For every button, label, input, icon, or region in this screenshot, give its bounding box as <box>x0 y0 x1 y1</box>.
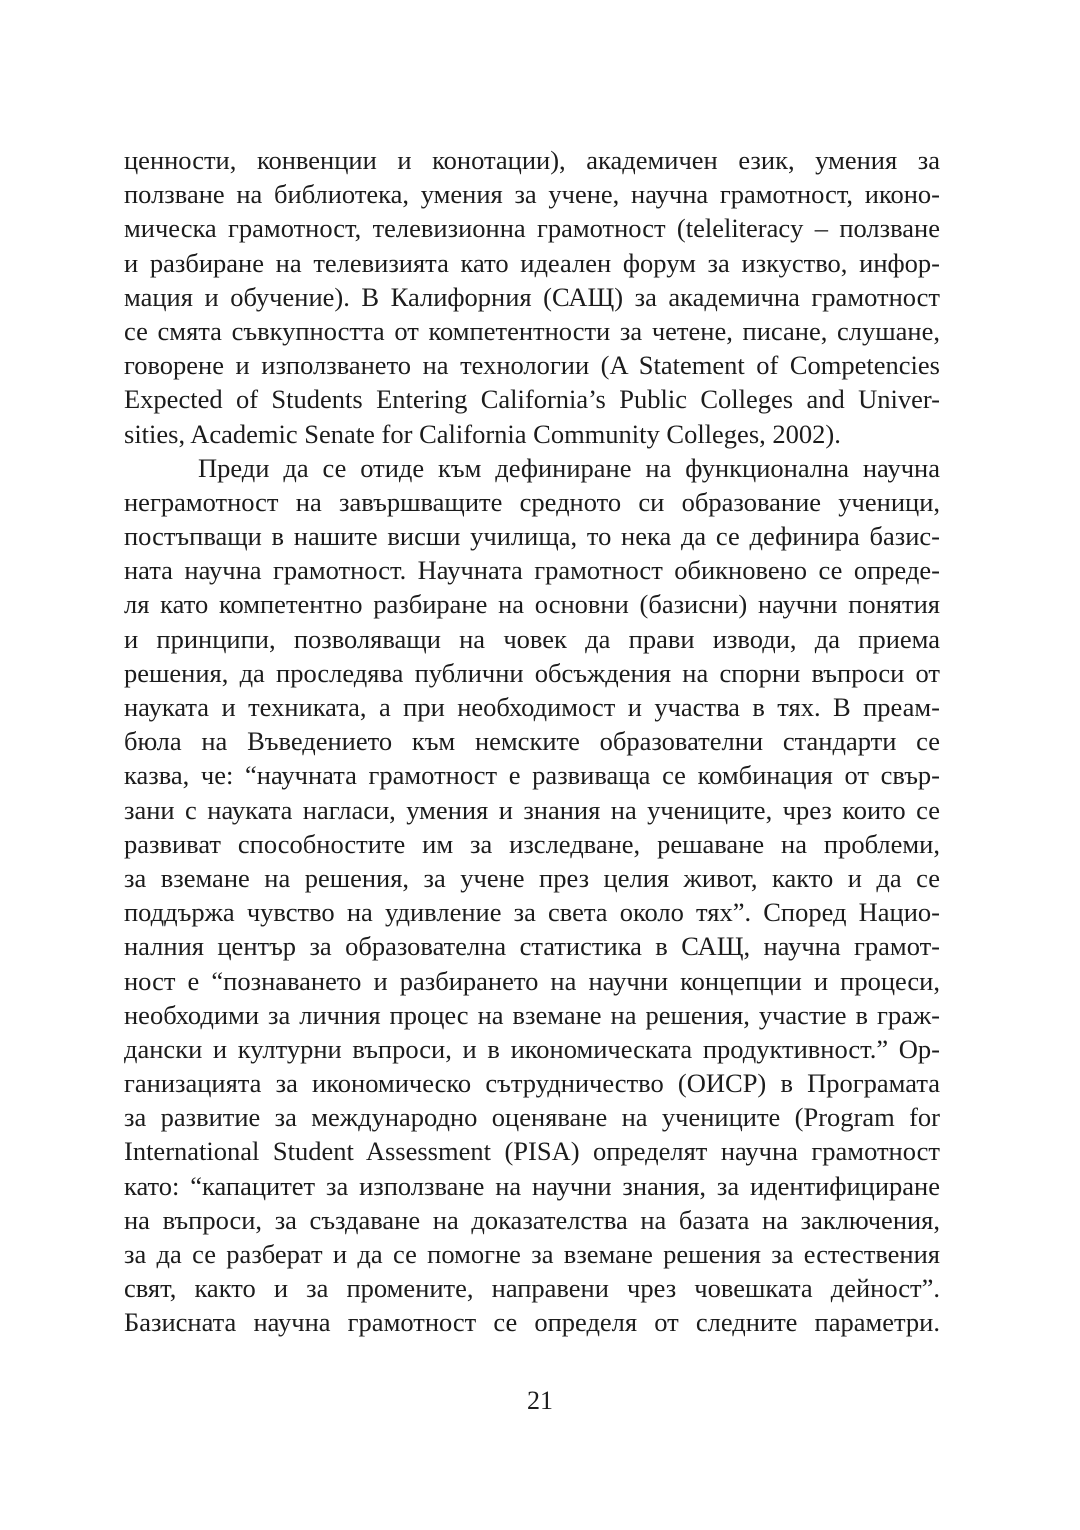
text-line: Expected of Students Entering California’s Public Colleges and Univer- <box>124 384 940 415</box>
text-line: дански и културни въпроси, и в икономическата продуктивност.” Ор- <box>124 1033 940 1064</box>
text-line: ля като компетентно разбиране на основни (базисни) научни понятия <box>124 589 940 620</box>
text-line: ценности, конвенции и конотации), академичен език, умения за <box>124 145 940 175</box>
text-line: бюла на Въведението към немските образователни стандарти се <box>124 726 940 757</box>
text-line: зани с науката нагласи, умения и знания на учениците, чрез които се <box>124 794 940 825</box>
text-line: ност е “познаването и разбирането на научни концепции и процеси, <box>124 965 940 996</box>
text-line: International Student Assessment (PISA) определят научна грамотност <box>124 1136 940 1167</box>
text-line: развиват способностите им за изследване, решаване на проблеми, <box>124 828 940 859</box>
text-line: мическа грамотност, телевизионна грамотност (teleliteracy – ползване <box>124 213 940 244</box>
text-line: неграмотност на завършващите средното си образование ученици, <box>124 486 940 517</box>
text-line: решения, да проследява публични обсъждения на спорни въпроси от <box>124 657 940 688</box>
paragraph-2 <box>124 451 940 1340</box>
paragraph-1 <box>124 143 940 451</box>
text-line: Преди да се отиде към дефиниране на функционална научна <box>198 452 940 483</box>
text-line: мация и обучение). В Калифорния (САЩ) за академична грамотност <box>124 281 940 312</box>
text-line: ганизацията за икономическо сътрудничество (ОИСР) в Програмата <box>124 1068 940 1099</box>
text-line: за да се разберат и да се помогне за вземане решения за естествения <box>124 1239 940 1269</box>
text-line: свят, както и за промените, направени чрез човешката дейност”. <box>124 1273 940 1304</box>
text-line: и разбиране на телевизията като идеален форум за изкуство, инфор- <box>124 247 940 278</box>
page-number: 21 <box>527 1386 553 1415</box>
text-line: постъпващи в нашите висши училища, то нека да се дефинира базис- <box>124 521 940 552</box>
body-text <box>124 143 940 1340</box>
text-line: казва, че: “научната грамотност е развиваща се комбинация от свър- <box>124 760 940 791</box>
text-line: науката и техниката, а при необходимост и участва в тях. В преам- <box>124 692 940 722</box>
text-line: поддържа чувство на удивление за света около тях”. Според Нацио- <box>124 897 940 928</box>
text-line: ната научна грамотност. Научната грамотност обикновено се опреде- <box>124 555 940 586</box>
text-line: sities, Academic Senate for California Community Colleges, 2002). <box>124 418 841 449</box>
text-line: необходими за личния процес на вземане на решения, участие в граж- <box>124 999 940 1030</box>
text-line: говорене и използването на технологии (A Statement of Competencies <box>124 350 940 381</box>
text-line: и принципи, позволяващи на човек да прави изводи, да приема <box>124 623 940 654</box>
text-line: налния център за образователна статистика в САЩ, научна грамот- <box>124 931 940 962</box>
text-line: като: “капацитет за използване на научни знания, за идентифициране <box>124 1170 940 1201</box>
text-line: се смята съвкупността от компетентности за четене, писане, слушане, <box>124 315 940 346</box>
text-line: за развитие за международно оценяване на учениците (Program for <box>124 1102 940 1133</box>
text-line: ползване на библиотека, умения за учене, научна грамотност, иконо- <box>124 179 940 210</box>
text-line: за вземане на решения, за учене през целия живот, както и да се <box>124 862 940 893</box>
text-line: на въпроси, за създаване на доказателства на базата на заключения, <box>124 1204 940 1235</box>
text-line: Базисната научна грамотност се определя от следните параметри. <box>124 1307 940 1338</box>
